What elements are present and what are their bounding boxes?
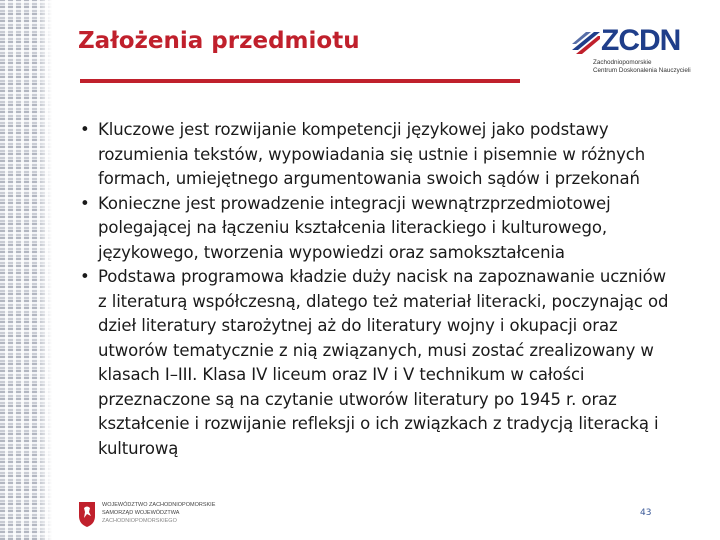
- page-number: 43: [640, 508, 652, 518]
- zcdn-logo: [572, 24, 691, 75]
- bullet-item: • Kluczowe jest rozwijanie kompetencji językowej jako podstawy rozumienia tekstów, wypowiadania się ustnie i pisemnie w różnych formach, umiejętnego argumentowania swoich sądów i przekonań: [78, 118, 678, 192]
- decorative-manuscript-strip: [0, 0, 52, 540]
- bullet-item: • Konieczne jest prowadzenie integracji wewnątrzprzedmiotowej polegającej na łączeniu kształcenia literackiego i kulturowego, językowego, tworzenia wypowiedzi oraz samokształcenia: [78, 192, 678, 266]
- logo-subtitle-line1: Zachodniopomorskie: [593, 59, 652, 66]
- logo-stripes-icon: [572, 30, 600, 54]
- logo-subtitle-line2: Centrum Doskonalenia Nauczycieli: [593, 67, 691, 74]
- footer-text-line3: ZACHODNIOPOMORSKIEGO: [102, 518, 177, 524]
- footer-logo: [77, 500, 216, 534]
- griffin-crest-icon: [77, 500, 97, 528]
- footer-text-line2: SAMORZĄD WOJEWÓDZTWA: [102, 510, 180, 516]
- page-title: Założenia przedmiotu: [78, 28, 360, 54]
- footer-text-line1: WOJEWÓDZTWO ZACHODNIOPOMORSKIE: [102, 502, 216, 508]
- logo-wordmark: ZCDN: [601, 24, 681, 57]
- bullet-item: • Podstawa programowa kładzie duży nacisk na zapoznawanie uczniów z literaturą współczesną, dlatego też materiał literacki, poczynając od dzieł literatury starożytnej aż do literatury wojny i okupacji oraz utworów tematycznie z nią związanych, musi zostać zrealizowany w klasach I–III. Klasa IV liceum oraz IV i V technikum w całości przeznaczone są na czytanie utworów literatury po 1945 r. oraz kształcenie i rozwijanie refleksji o ich związkach z tradycją literacką i kulturową: [78, 265, 678, 461]
- bullet-list: [78, 118, 678, 461]
- title-underline: [80, 79, 520, 83]
